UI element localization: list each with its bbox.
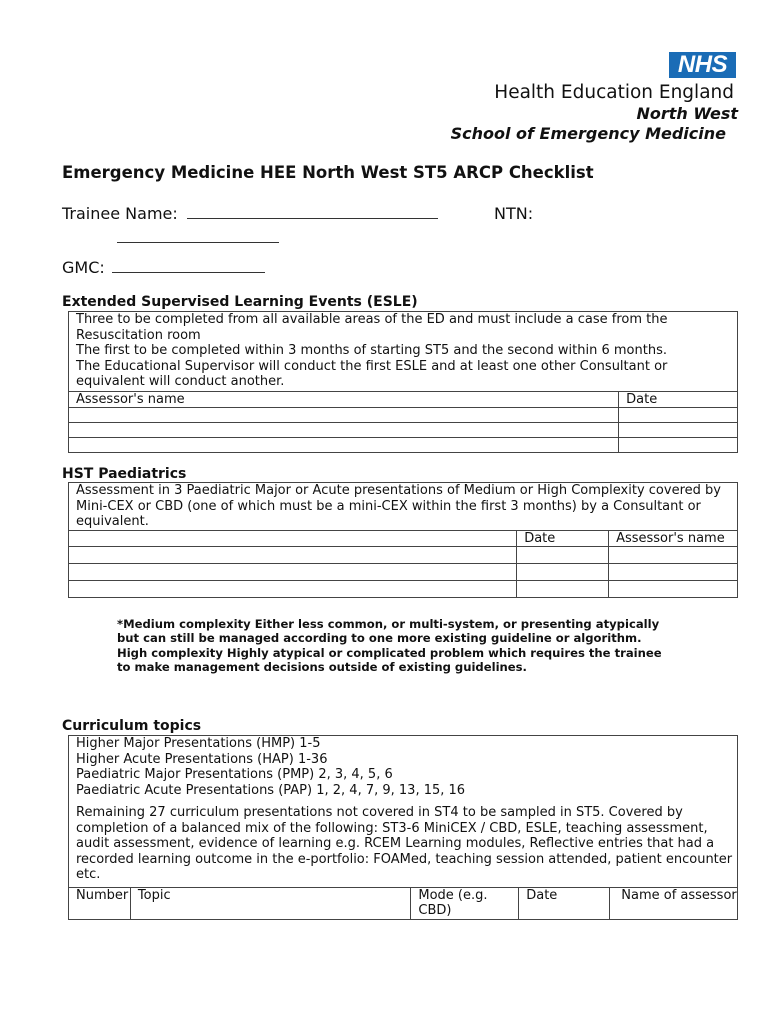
region-name: North West	[636, 104, 738, 123]
gmc-field[interactable]	[112, 258, 265, 273]
nhs-logo: NHS	[669, 52, 736, 78]
table-row	[69, 438, 738, 453]
esle-description-2: The first to be completed within 3 months of starting ST5 and the second within 6 months.	[76, 343, 667, 358]
esle-heading: Extended Supervised Learning Events (ESLE)	[62, 294, 418, 310]
paediatrics-col-assessor: Assessor's name	[609, 530, 738, 547]
paediatrics-case-cell-1[interactable]	[69, 547, 517, 564]
paediatrics-assessor-cell-1[interactable]	[609, 547, 738, 564]
curriculum-col-mode: Mode (e.g. CBD)	[411, 887, 519, 919]
esle-date-cell-3[interactable]	[619, 438, 738, 453]
curriculum-col-date: Date	[519, 887, 610, 919]
esle-description-row	[69, 312, 738, 392]
curriculum-table	[68, 735, 738, 920]
medium-complexity-note: *Medium complexity Either less common, or multi-system, or presenting atypically but can still be managed according to one more existing guideline or algorithm.	[117, 617, 660, 646]
esle-description-1: Three to be completed from all available areas of the ED and must include a case from the Resuscitation room	[76, 312, 668, 343]
paediatrics-date-cell-2[interactable]	[517, 564, 609, 581]
table-row	[69, 581, 738, 598]
curriculum-col-assessor: Name of assessor	[610, 887, 738, 919]
paediatrics-assessor-cell-2[interactable]	[609, 564, 738, 581]
trainee-name-label: Trainee Name:	[62, 204, 178, 223]
esle-col-date: Date	[619, 391, 738, 408]
ntn-label: NTN:	[494, 204, 534, 223]
high-complexity-note: High complexity Highly atypical or complicated problem which requires the trainee to make management decisions outside of existing guidelines.	[117, 645, 662, 675]
esle-col-assessor: Assessor's name	[69, 391, 619, 408]
table-row	[69, 547, 738, 564]
paediatrics-description-row	[69, 483, 738, 531]
paediatrics-assessor-cell-3[interactable]	[609, 581, 738, 598]
curriculum-remaining-text: Remaining 27 curriculum presentations not covered in ST4 to be sampled in ST5. Covered by completion of a balanced mix of the following: ST3-6 MiniCEX / CBD, ESLE, teaching assessment, audit assessment, evidence of learning e.g. RCEM Learning modules, Reflective entries that had a recorded learning outcome in the e-portfolio: FOAMed, teaching session attended, patient encounter etc.	[76, 805, 733, 882]
esle-table	[68, 311, 738, 453]
paediatrics-case-cell-2[interactable]	[69, 564, 517, 581]
paediatrics-col-blank	[69, 530, 517, 547]
presentation-pap: Paediatric Acute Presentations (PAP) 1, 2, 4, 7, 9, 13, 15, 16	[76, 782, 466, 798]
paediatrics-date-cell-1[interactable]	[517, 547, 609, 564]
curriculum-col-topic: Topic	[130, 887, 410, 919]
presentation-hap: Higher Acute Presentations (HAP) 1-36	[76, 751, 328, 767]
esle-date-cell-1[interactable]	[619, 408, 738, 423]
esle-header-row	[69, 391, 738, 408]
curriculum-col-number: Number	[69, 887, 131, 919]
document-title: Emergency Medicine HEE North West ST5 ARCP Checklist	[62, 163, 594, 182]
paediatrics-table	[68, 482, 738, 598]
table-row	[69, 564, 738, 581]
esle-assessor-cell-2[interactable]	[69, 423, 619, 438]
complexity-footnote	[117, 617, 677, 675]
presentation-hmp: Higher Major Presentations (HMP) 1-5	[76, 736, 321, 751]
paediatrics-case-cell-3[interactable]	[69, 581, 517, 598]
trainee-name-field[interactable]	[187, 204, 438, 219]
paediatrics-date-cell-3[interactable]	[517, 581, 609, 598]
esle-date-cell-2[interactable]	[619, 423, 738, 438]
paediatrics-header-row	[69, 530, 738, 547]
paediatrics-heading: HST Paediatrics	[62, 466, 187, 482]
table-row	[69, 423, 738, 438]
table-row	[69, 408, 738, 423]
trainee-name-row	[62, 204, 438, 223]
paediatrics-col-date: Date	[517, 530, 609, 547]
esle-assessor-cell-1[interactable]	[69, 408, 619, 423]
school-name: School of Emergency Medicine	[450, 124, 726, 143]
gmc-row	[62, 258, 265, 277]
presentation-pmp: Paediatric Major Presentations (PMP) 2, 3, 4, 5, 6	[76, 767, 393, 782]
curriculum-header-row	[69, 887, 738, 919]
curriculum-description-row	[69, 736, 738, 888]
gmc-label: GMC:	[62, 258, 105, 277]
esle-assessor-cell-3[interactable]	[69, 438, 619, 453]
esle-description-3: The Educational Supervisor will conduct the first ESLE and at least one other Consultant or equivalent will conduct another.	[76, 358, 668, 389]
curriculum-heading: Curriculum topics	[62, 718, 202, 734]
ntn-field[interactable]	[117, 229, 279, 243]
organisation-name: Health Education England	[494, 82, 734, 103]
paediatrics-description: Assessment in 3 Paediatric Major or Acute presentations of Medium or High Complexity covered by Mini-CEX or CBD (one of which must be a mini-CEX within the first 3 months) by a Consultant or equivalent.	[69, 483, 738, 531]
